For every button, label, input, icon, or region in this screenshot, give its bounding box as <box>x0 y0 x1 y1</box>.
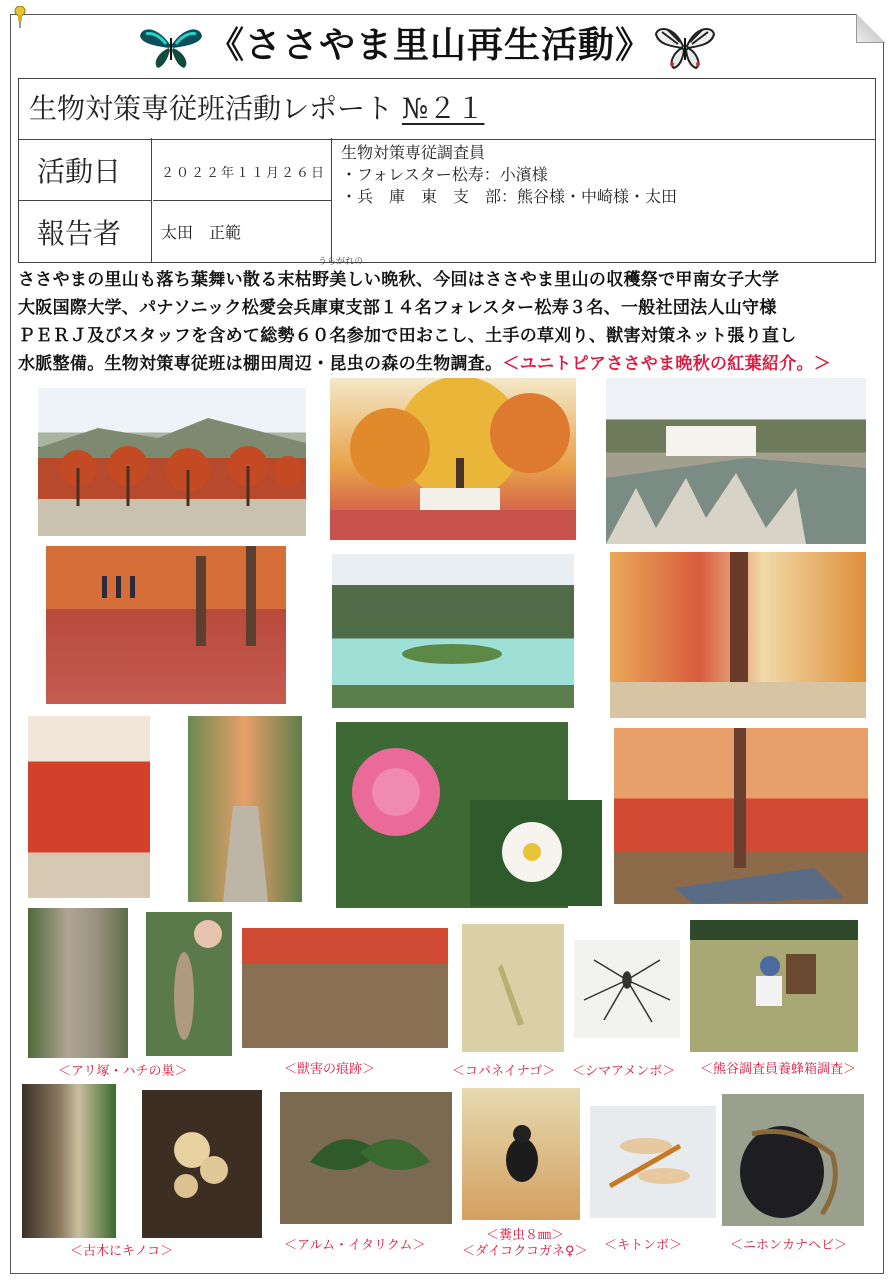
photo-dung-beetle <box>462 1088 580 1220</box>
photo-golden-maple <box>330 378 576 540</box>
photo-leaf-carpet-path <box>46 546 286 704</box>
reporter-label-cell <box>19 200 152 262</box>
report-body <box>18 266 874 378</box>
caption-mushroom: ＜古木にキノコ＞ <box>70 1244 174 1259</box>
caption-animal-damage: ＜獣害の痕跡＞ <box>284 1062 376 1077</box>
caption-arum: ＜アルム・イタリクム＞ <box>284 1238 426 1253</box>
reporter-value-cell <box>153 200 332 262</box>
photo-autumn-trees-lawn <box>38 388 306 536</box>
date-value-cell <box>153 138 332 201</box>
photo-stairway-hedge <box>188 716 302 902</box>
body-line-3: ＰＥＲＪ及びスタッフを含めて総勢６０名参加で田おこし、土手の草刈り、獣害対策ネット張り直し <box>18 326 797 346</box>
body-line-4: 水脈整備。生物対策専従班は棚田周辺・昆虫の森の生物調査。 <box>18 354 503 374</box>
body-line-2: 大阪国際大学、パナソニック松愛会兵庫東支部１４名フォレスター松寿３名、一般社団法人山守様 <box>18 298 777 318</box>
pushpin-icon <box>14 6 26 28</box>
photo-camellia-white <box>470 800 602 906</box>
report-title-text: 生物対策専従班活動レポート <box>29 92 394 125</box>
photo-grasshopper <box>462 924 564 1052</box>
caption-dung-beetle-1: ＜糞虫８㎜＞ <box>486 1228 565 1243</box>
body-line-1: ささやまの里山も落ち葉舞い散る末枯野美しい晩秋、今回はささやま里山の収穫祭で甲南女子大学 <box>18 270 780 290</box>
photo-water-strider <box>574 940 680 1038</box>
photo-shrub-path <box>28 716 150 898</box>
photo-beehive-survey <box>690 920 858 1052</box>
photo-ant-nest-tree <box>28 908 128 1058</box>
surveyor-list <box>341 142 677 208</box>
surveyor-line-1: ・フォレスター松寿：小濱様 <box>341 165 548 184</box>
photo-animal-damage <box>242 928 448 1048</box>
caption-water-strider: ＜シマアメンボ＞ <box>572 1064 676 1079</box>
photo-hotel-lake-grass <box>606 378 866 544</box>
photo-dragonfly <box>590 1106 716 1218</box>
caption-dung-beetle-2: ＜ダイコクコガネ♀＞ <box>462 1244 588 1259</box>
photo-mushroom-log <box>22 1084 116 1238</box>
surveyor-heading: 生物対策専従調査員 <box>341 143 486 162</box>
ruby-annotation: うらがれの <box>318 257 364 267</box>
page-curl <box>856 14 885 43</box>
caption-beehive: ＜熊谷調査員養蜂箱調査＞ <box>700 1062 857 1077</box>
photo-garden-pond <box>332 554 574 708</box>
info-table <box>18 138 876 263</box>
photo-arum-italicum <box>280 1092 452 1224</box>
page-title-row <box>130 20 730 70</box>
report-title <box>29 87 484 127</box>
caption-dragonfly: ＜キトンボ＞ <box>604 1238 683 1253</box>
caption-cricket: ＜コバネイナゴ＞ <box>452 1064 556 1079</box>
reporter-value: 太田 正範 <box>161 223 242 242</box>
date-label: 活動日 <box>37 155 122 188</box>
report-number: №２１ <box>401 92 485 125</box>
page-title: 《ささやま里山再生活動》 <box>207 24 652 66</box>
reporter-label: 報告者 <box>37 217 122 250</box>
caption-lizard: ＜ニホンカナヘビ＞ <box>730 1238 848 1253</box>
surveyor-line-2: ・兵 庫 東 支 部：熊谷様・中崎様・太田 <box>341 187 678 206</box>
photo-japanese-grass-lizard <box>722 1094 864 1226</box>
body-line-4-highlight: ＜ユニトピアささやま晩秋の紅葉紹介。＞ <box>502 354 832 374</box>
date-label-cell <box>19 138 152 201</box>
photo-red-maple-trunk <box>610 552 866 718</box>
photo-wasp-nest <box>146 912 232 1056</box>
caption-ant-nest: ＜アリ塚・ハチの巣＞ <box>58 1064 188 1079</box>
date-value: ２０２２年１１月２６日 <box>161 166 327 181</box>
photo-mushroom-closeup <box>142 1090 262 1238</box>
report-header <box>18 78 876 140</box>
photo-maple-stream <box>614 728 868 904</box>
